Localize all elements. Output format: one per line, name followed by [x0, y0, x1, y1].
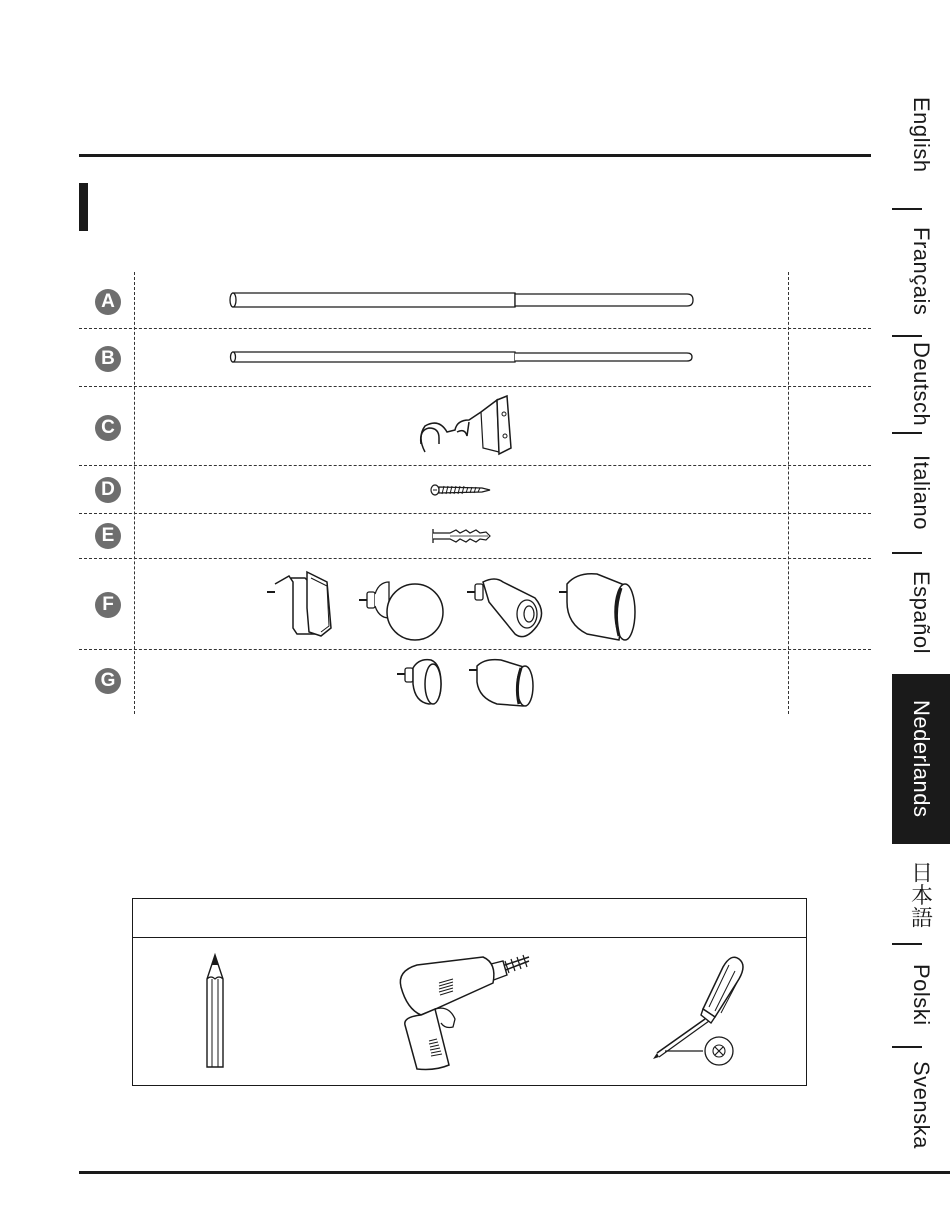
row-divider — [79, 465, 871, 466]
lang-tab-japanese[interactable] — [892, 850, 950, 940]
lang-tab-italiano[interactable] — [892, 435, 950, 550]
lang-tab-label: English — [909, 97, 934, 173]
knob-end-cap — [397, 660, 441, 704]
lang-separator — [892, 432, 922, 434]
part-label-g: G — [95, 668, 121, 694]
lang-tab-label: Español — [909, 570, 934, 654]
column-divider — [134, 272, 135, 714]
column-divider — [788, 272, 789, 714]
row-divider — [79, 558, 871, 559]
bell-finial — [467, 579, 542, 637]
lang-tab-francais[interactable] — [892, 211, 950, 331]
tools-header — [133, 899, 806, 938]
part-label-c: C — [95, 415, 121, 441]
lang-tab-label: Français — [909, 226, 934, 316]
row-divider — [79, 386, 871, 387]
part-label-e: E — [95, 523, 121, 549]
part-label-f: F — [95, 592, 121, 618]
square-finial — [267, 572, 331, 636]
drill-icon — [395, 953, 535, 1073]
lang-tab-svenska[interactable] — [892, 1049, 950, 1161]
lang-tab-label: 日本語 — [908, 861, 934, 929]
part-label-a: A — [95, 289, 121, 315]
top-rule — [79, 154, 871, 157]
lang-tab-espanol[interactable] — [892, 555, 950, 670]
rod-b-illustration — [229, 350, 699, 366]
lang-tab-english[interactable] — [892, 65, 950, 205]
lang-tab-polski[interactable] — [892, 946, 950, 1043]
lang-separator — [892, 552, 922, 554]
ball-finial — [359, 582, 443, 640]
lang-tab-label: Deutsch — [909, 341, 934, 427]
bottom-rule — [79, 1171, 950, 1174]
lang-tab-label: Italiano — [909, 455, 934, 530]
part-label-b: B — [95, 346, 121, 372]
pencil-icon — [203, 953, 227, 1071]
cylinder-finial — [559, 574, 635, 640]
cylinder-end-cap — [469, 660, 533, 706]
lang-tab-nederlands[interactable] — [892, 674, 950, 844]
parts-list — [79, 272, 871, 714]
lang-tab-label: Svenska — [909, 1061, 934, 1149]
row-divider — [79, 328, 871, 329]
row-divider — [79, 649, 871, 650]
lang-separator — [892, 1046, 922, 1048]
screw-d-illustration — [430, 482, 494, 498]
finials-f-illustration — [267, 568, 667, 644]
bracket-c-illustration — [411, 392, 526, 462]
rod-a-illustration — [229, 290, 699, 312]
tools-box — [132, 898, 807, 1086]
part-label-d: D — [95, 477, 121, 503]
row-divider — [79, 513, 871, 514]
screwdriver-icon — [651, 953, 751, 1065]
lang-separator — [892, 943, 922, 945]
lang-tab-label: Polski — [909, 963, 934, 1026]
section-marker — [79, 183, 88, 231]
language-tabs — [892, 65, 950, 1165]
lang-separator — [892, 335, 922, 337]
lang-tab-label: Nederlands — [909, 700, 934, 818]
lang-tab-deutsch[interactable] — [892, 338, 950, 430]
end-caps-g-illustration — [397, 656, 547, 710]
wall-plug-e-illustration — [430, 526, 494, 546]
lang-separator — [892, 208, 922, 210]
